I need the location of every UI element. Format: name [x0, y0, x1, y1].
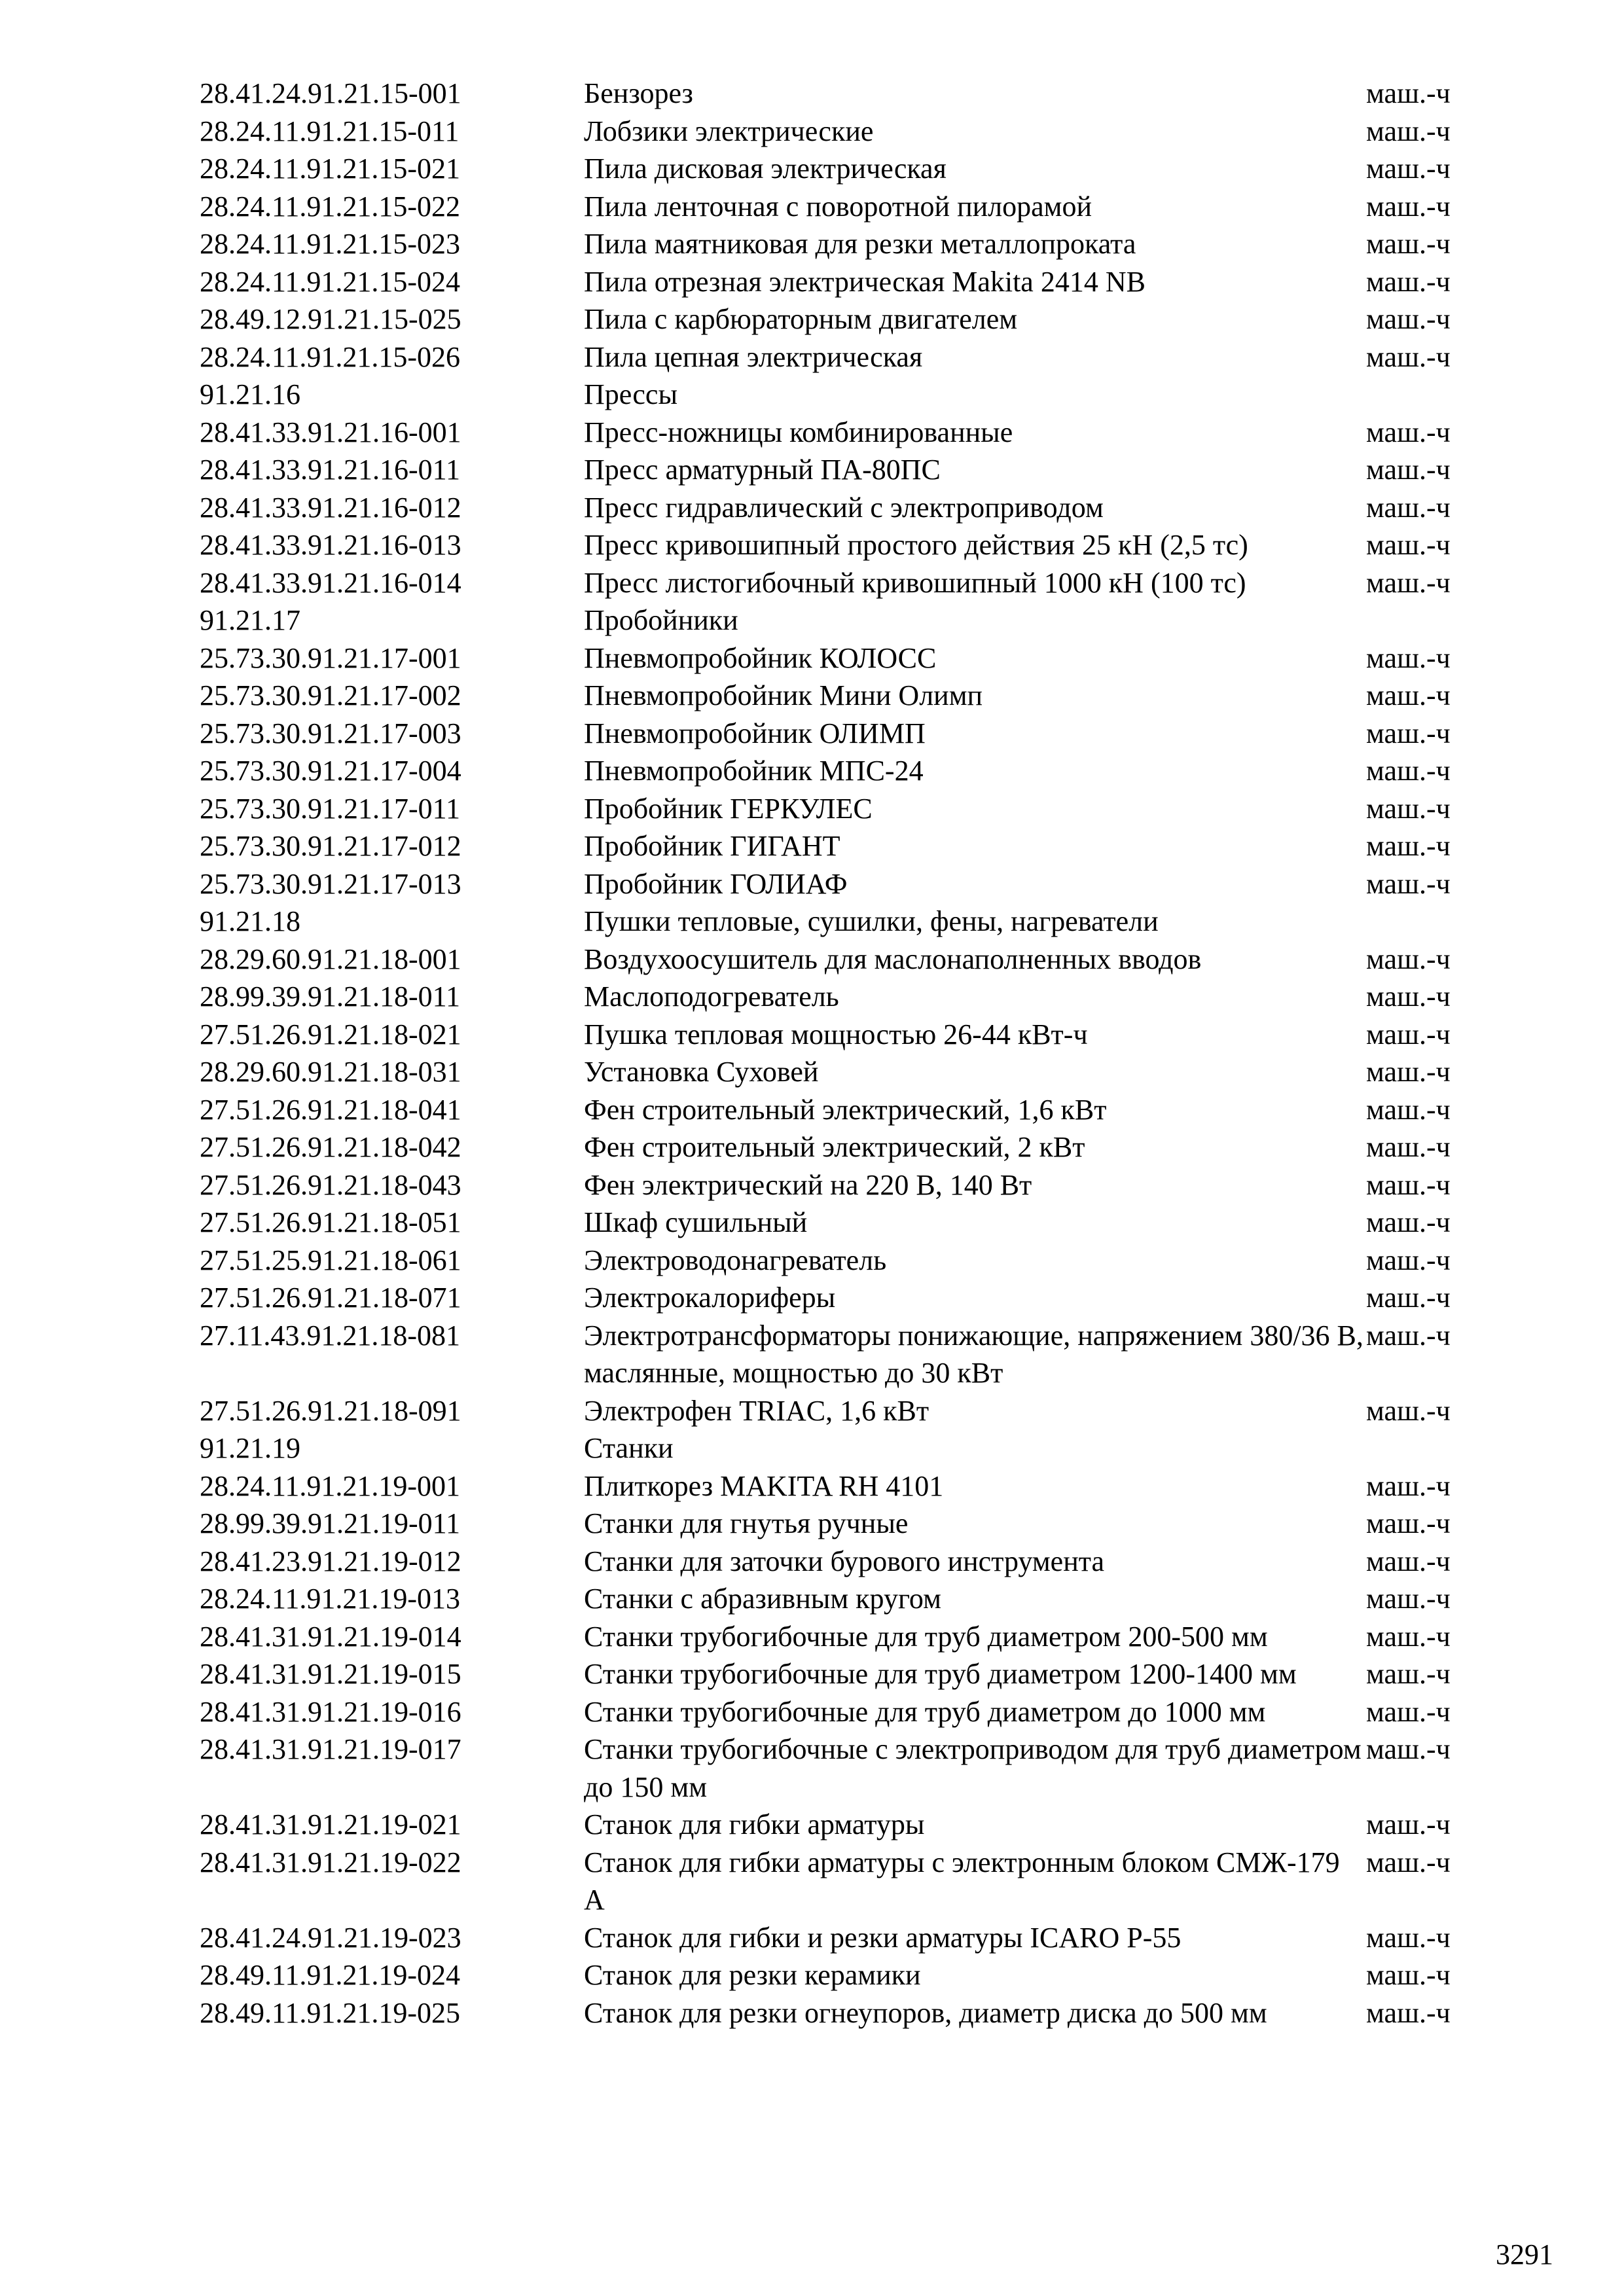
unit-cell: маш.-ч	[1366, 1244, 1451, 1276]
name-cell: Пила цепная электрическая	[584, 340, 923, 373]
table-row	[0, 113, 1624, 151]
code-cell: 27.51.26.91.21.18-043	[200, 1168, 461, 1201]
code-cell: 28.41.23.91.21.19-012	[200, 1545, 461, 1577]
table-row	[0, 338, 1624, 376]
code-cell: 28.24.11.91.21.15-022	[200, 190, 461, 223]
table-row	[0, 941, 1624, 978]
unit-cell: маш.-ч	[1366, 340, 1451, 373]
table-row	[0, 1618, 1624, 1656]
table-row	[0, 639, 1624, 677]
code-cell: 28.24.11.91.21.19-001	[200, 1469, 461, 1502]
code-cell: 28.41.31.91.21.19-021	[200, 1808, 461, 1840]
unit-cell: маш.-ч	[1366, 1921, 1451, 1954]
table-row	[0, 1693, 1624, 1731]
code-cell: 27.51.25.91.21.18-061	[200, 1244, 461, 1276]
name-cell: Электротрансформаторы понижающие, напряжением 380/36 В, маслянные, мощностью до 30 кВт	[584, 1319, 1363, 1389]
code-cell: 27.11.43.91.21.18-081	[200, 1319, 461, 1352]
unit-cell: маш.-ч	[1366, 717, 1451, 749]
code-cell: 28.24.11.91.21.15-023	[200, 228, 461, 260]
name-cell: Пила ленточная с поворотной пилорамой	[584, 190, 1092, 223]
unit-cell: маш.-ч	[1366, 1733, 1451, 1765]
code-cell: 28.41.31.91.21.19-016	[200, 1695, 461, 1728]
unit-cell: маш.-ч	[1366, 1206, 1451, 1238]
name-cell: Пресс гидравлический с электроприводом	[584, 491, 1104, 524]
table-row	[0, 1091, 1624, 1129]
unit-cell: маш.-ч	[1366, 1846, 1451, 1878]
table-row	[0, 150, 1624, 188]
section-header-row	[0, 376, 1624, 414]
table-row	[0, 1053, 1624, 1091]
code-cell: 25.73.30.91.21.17-013	[200, 867, 461, 900]
resource-table	[0, 75, 1624, 2032]
table-row	[0, 1655, 1624, 1693]
unit-cell: маш.-ч	[1366, 1808, 1451, 1840]
unit-cell: маш.-ч	[1366, 529, 1451, 561]
name-cell: Станки трубогибочные с электроприводом для труб диаметром до 150 мм	[584, 1733, 1362, 1803]
table-row	[0, 489, 1624, 527]
table-row	[0, 1204, 1624, 1242]
unit-cell: маш.-ч	[1366, 679, 1451, 711]
table-row	[0, 1128, 1624, 1166]
unit-cell: маш.-ч	[1366, 830, 1451, 862]
name-cell: Станки для заточки бурового инструмента	[584, 1545, 1105, 1577]
name-cell: Лобзики электрические	[584, 115, 874, 147]
code-cell: 25.73.30.91.21.17-003	[200, 717, 461, 749]
name-cell: Пресс листогибочный кривошипный 1000 кН (100 тс)	[584, 566, 1246, 599]
table-row	[0, 1844, 1624, 1919]
code-cell: 28.41.33.91.21.16-011	[200, 454, 461, 486]
unit-cell	[1366, 376, 1484, 414]
table-row	[0, 978, 1624, 1016]
unit-cell: маш.-ч	[1366, 1658, 1451, 1690]
name-cell: Станок для резки керамики	[584, 1959, 921, 1991]
code-cell: 28.41.31.91.21.19-022	[200, 1846, 461, 1878]
table-row	[0, 1317, 1624, 1392]
name-cell: Пресс арматурный ПА-80ПС	[584, 454, 941, 486]
code-cell: 91.21.18	[200, 905, 300, 937]
code-cell: 28.49.11.91.21.19-025	[200, 1996, 461, 2029]
unit-cell: маш.-ч	[1366, 1056, 1451, 1088]
name-cell: Электрокалориферы	[584, 1282, 836, 1314]
table-row	[0, 1956, 1624, 1994]
name-cell: Станок для резки огнеупоров, диаметр диска до 500 мм	[584, 1996, 1267, 2029]
code-cell: 25.73.30.91.21.17-004	[200, 755, 461, 787]
name-cell: Пневмопробойник КОЛОСС	[584, 641, 937, 674]
code-cell: 27.51.26.91.21.18-051	[200, 1206, 461, 1238]
code-cell: 28.41.31.91.21.19-015	[200, 1658, 461, 1690]
name-cell: Станки трубогибочные для труб диаметром 200-500 мм	[584, 1620, 1268, 1653]
table-row	[0, 1467, 1624, 1505]
unit-cell: маш.-ч	[1366, 755, 1451, 787]
code-cell: 25.73.30.91.21.17-001	[200, 641, 461, 674]
table-row	[0, 414, 1624, 452]
unit-cell: маш.-ч	[1366, 152, 1451, 185]
name-cell: Пневмопробойник Мини Олимп	[584, 679, 983, 711]
name-cell: Пробойники	[584, 604, 738, 636]
code-cell: 28.41.24.91.21.15-001	[200, 77, 461, 109]
code-cell: 91.21.19	[200, 1432, 300, 1464]
table-row	[0, 790, 1624, 828]
table-row	[0, 1580, 1624, 1618]
page-number: 3291	[1496, 2238, 1553, 2270]
code-cell: 28.24.11.91.21.15-024	[200, 265, 461, 298]
section-header-row	[0, 903, 1624, 941]
unit-cell: маш.-ч	[1366, 867, 1451, 900]
name-cell: Бензорез	[584, 77, 693, 109]
name-cell: Пневмопробойник МПС-24	[584, 755, 924, 787]
unit-cell: маш.-ч	[1366, 1507, 1451, 1539]
table-row	[0, 1806, 1624, 1844]
table-row	[0, 752, 1624, 790]
table-row	[0, 715, 1624, 753]
code-cell: 28.41.31.91.21.19-014	[200, 1620, 461, 1653]
unit-cell	[1366, 903, 1484, 941]
unit-cell: маш.-ч	[1366, 1168, 1451, 1201]
code-cell: 28.41.33.91.21.16-001	[200, 416, 461, 448]
unit-cell	[1366, 1429, 1484, 1467]
unit-cell: маш.-ч	[1366, 1695, 1451, 1728]
code-cell: 27.51.26.91.21.18-091	[200, 1394, 461, 1427]
code-cell: 91.21.16	[200, 378, 300, 410]
name-cell: Станки трубогибочные для труб диаметром до 1000 мм	[584, 1695, 1266, 1728]
table-row	[0, 1994, 1624, 2032]
name-cell: Маслоподогреватель	[584, 980, 839, 1013]
unit-cell: маш.-ч	[1366, 190, 1451, 223]
name-cell: Пушка тепловая мощностью 26-44 кВт-ч	[584, 1018, 1088, 1050]
name-cell: Пневмопробойник ОЛИМП	[584, 717, 926, 749]
table-row	[0, 1505, 1624, 1543]
unit-cell: маш.-ч	[1366, 1131, 1451, 1163]
unit-cell: маш.-ч	[1366, 416, 1451, 448]
table-row	[0, 1016, 1624, 1054]
name-cell: Воздухоосушитель для маслонаполненных вводов	[584, 942, 1202, 975]
code-cell: 28.24.11.91.21.19-013	[200, 1583, 461, 1615]
table-row	[0, 1543, 1624, 1581]
unit-cell: маш.-ч	[1366, 1583, 1451, 1615]
name-cell: Станки с абразивным кругом	[584, 1583, 941, 1615]
name-cell: Пила отрезная электрическая Makita 2414 NB	[584, 265, 1146, 298]
unit-cell: маш.-ч	[1366, 1959, 1451, 1991]
code-cell: 27.51.26.91.21.18-071	[200, 1282, 461, 1314]
name-cell: Пресс-ножницы комбинированные	[584, 416, 1013, 448]
name-cell: Пробойник ГИГАНТ	[584, 830, 840, 862]
table-row	[0, 526, 1624, 564]
section-header-row	[0, 1429, 1624, 1467]
unit-cell: маш.-ч	[1366, 115, 1451, 147]
unit-cell: маш.-ч	[1366, 641, 1451, 674]
name-cell: Станки	[584, 1432, 674, 1464]
unit-cell: маш.-ч	[1366, 792, 1451, 825]
table-row	[0, 188, 1624, 226]
unit-cell: маш.-ч	[1366, 265, 1451, 298]
name-cell: Прессы	[584, 378, 678, 410]
table-row	[0, 1919, 1624, 1957]
name-cell: Пила маятниковая для резки металлопроката	[584, 228, 1136, 260]
name-cell: Установка Суховей	[584, 1056, 819, 1088]
code-cell: 25.73.30.91.21.17-012	[200, 830, 461, 862]
name-cell: Фен строительный электрический, 1,6 кВт	[584, 1093, 1107, 1126]
code-cell: 25.73.30.91.21.17-002	[200, 679, 461, 711]
name-cell: Пушки тепловые, сушилки, фены, нагреватели	[584, 905, 1159, 937]
name-cell: Станки трубогибочные для труб диаметром 1200-1400 мм	[584, 1658, 1297, 1690]
unit-cell: маш.-ч	[1366, 1996, 1451, 2029]
name-cell: Пресс кривошипный простого действия 25 кН (2,5 тс)	[584, 529, 1248, 561]
table-row	[0, 827, 1624, 865]
table-row	[0, 564, 1624, 602]
code-cell: 28.41.33.91.21.16-013	[200, 529, 461, 561]
table-row	[0, 1392, 1624, 1430]
code-cell: 28.41.24.91.21.19-023	[200, 1921, 461, 1954]
table-row	[0, 225, 1624, 263]
unit-cell: маш.-ч	[1366, 77, 1451, 109]
unit-cell: маш.-ч	[1366, 566, 1451, 599]
table-row	[0, 1242, 1624, 1280]
code-cell: 28.29.60.91.21.18-031	[200, 1056, 461, 1088]
name-cell: Пробойник ГЕРКУЛЕС	[584, 792, 873, 825]
name-cell: Шкаф сушильный	[584, 1206, 808, 1238]
code-cell: 28.24.11.91.21.15-021	[200, 152, 461, 185]
unit-cell: маш.-ч	[1366, 303, 1451, 335]
unit-cell: маш.-ч	[1366, 228, 1451, 260]
name-cell: Станок для гибки и резки арматуры ICARO P-55	[584, 1921, 1182, 1954]
unit-cell: маш.-ч	[1366, 1282, 1451, 1314]
code-cell: 27.51.26.91.21.18-041	[200, 1093, 461, 1126]
code-cell: 28.49.11.91.21.19-024	[200, 1959, 461, 1991]
code-cell: 28.49.12.91.21.15-025	[200, 303, 461, 335]
unit-cell: маш.-ч	[1366, 1319, 1451, 1352]
code-cell: 28.41.33.91.21.16-014	[200, 566, 461, 599]
unit-cell: маш.-ч	[1366, 1469, 1451, 1502]
name-cell: Пробойник ГОЛИАФ	[584, 867, 848, 900]
name-cell: Фен электрический на 220 В, 140 Вт	[584, 1168, 1032, 1201]
section-header-row	[0, 601, 1624, 639]
code-cell: 27.51.26.91.21.18-021	[200, 1018, 461, 1050]
name-cell: Фен строительный электрический, 2 кВт	[584, 1131, 1085, 1163]
name-cell: Электроводонагреватель	[584, 1244, 887, 1276]
unit-cell: маш.-ч	[1366, 980, 1451, 1013]
unit-cell: маш.-ч	[1366, 1093, 1451, 1126]
name-cell: Станки для гнутья ручные	[584, 1507, 909, 1539]
code-cell: 28.29.60.91.21.18-001	[200, 942, 461, 975]
table-row	[0, 865, 1624, 903]
name-cell: Пила дисковая электрическая	[584, 152, 947, 185]
code-cell: 28.41.31.91.21.19-017	[200, 1733, 461, 1765]
unit-cell: маш.-ч	[1366, 1620, 1451, 1653]
unit-cell: маш.-ч	[1366, 942, 1451, 975]
table-row	[0, 1166, 1624, 1204]
name-cell: Пила с карбюраторным двигателем	[584, 303, 1018, 335]
code-cell: 27.51.26.91.21.18-042	[200, 1131, 461, 1163]
code-cell: 25.73.30.91.21.17-011	[200, 792, 461, 825]
unit-cell: маш.-ч	[1366, 1018, 1451, 1050]
unit-cell: маш.-ч	[1366, 491, 1451, 524]
code-cell: 28.99.39.91.21.18-011	[200, 980, 461, 1013]
name-cell: Станок для гибки арматуры с электронным блоком СМЖ-179 А	[584, 1846, 1340, 1916]
code-cell: 28.41.33.91.21.16-012	[200, 491, 461, 524]
unit-cell	[1366, 601, 1484, 639]
table-row	[0, 1731, 1624, 1806]
unit-cell: маш.-ч	[1366, 1394, 1451, 1427]
table-row	[0, 263, 1624, 301]
table-row	[0, 451, 1624, 489]
table-row	[0, 677, 1624, 715]
name-cell: Электрофен TRIAC, 1,6 кВт	[584, 1394, 929, 1427]
code-cell: 28.24.11.91.21.15-011	[200, 115, 460, 147]
name-cell: Плиткорез MAKITA RH 4101	[584, 1469, 944, 1502]
code-cell: 28.24.11.91.21.15-026	[200, 340, 461, 373]
code-cell: 28.99.39.91.21.19-011	[200, 1507, 461, 1539]
unit-cell: маш.-ч	[1366, 1545, 1451, 1577]
table-row	[0, 300, 1624, 338]
table-row	[0, 1279, 1624, 1317]
code-cell: 91.21.17	[200, 604, 300, 636]
table-row	[0, 75, 1624, 113]
name-cell: Станок для гибки арматуры	[584, 1808, 925, 1840]
unit-cell: маш.-ч	[1366, 454, 1451, 486]
